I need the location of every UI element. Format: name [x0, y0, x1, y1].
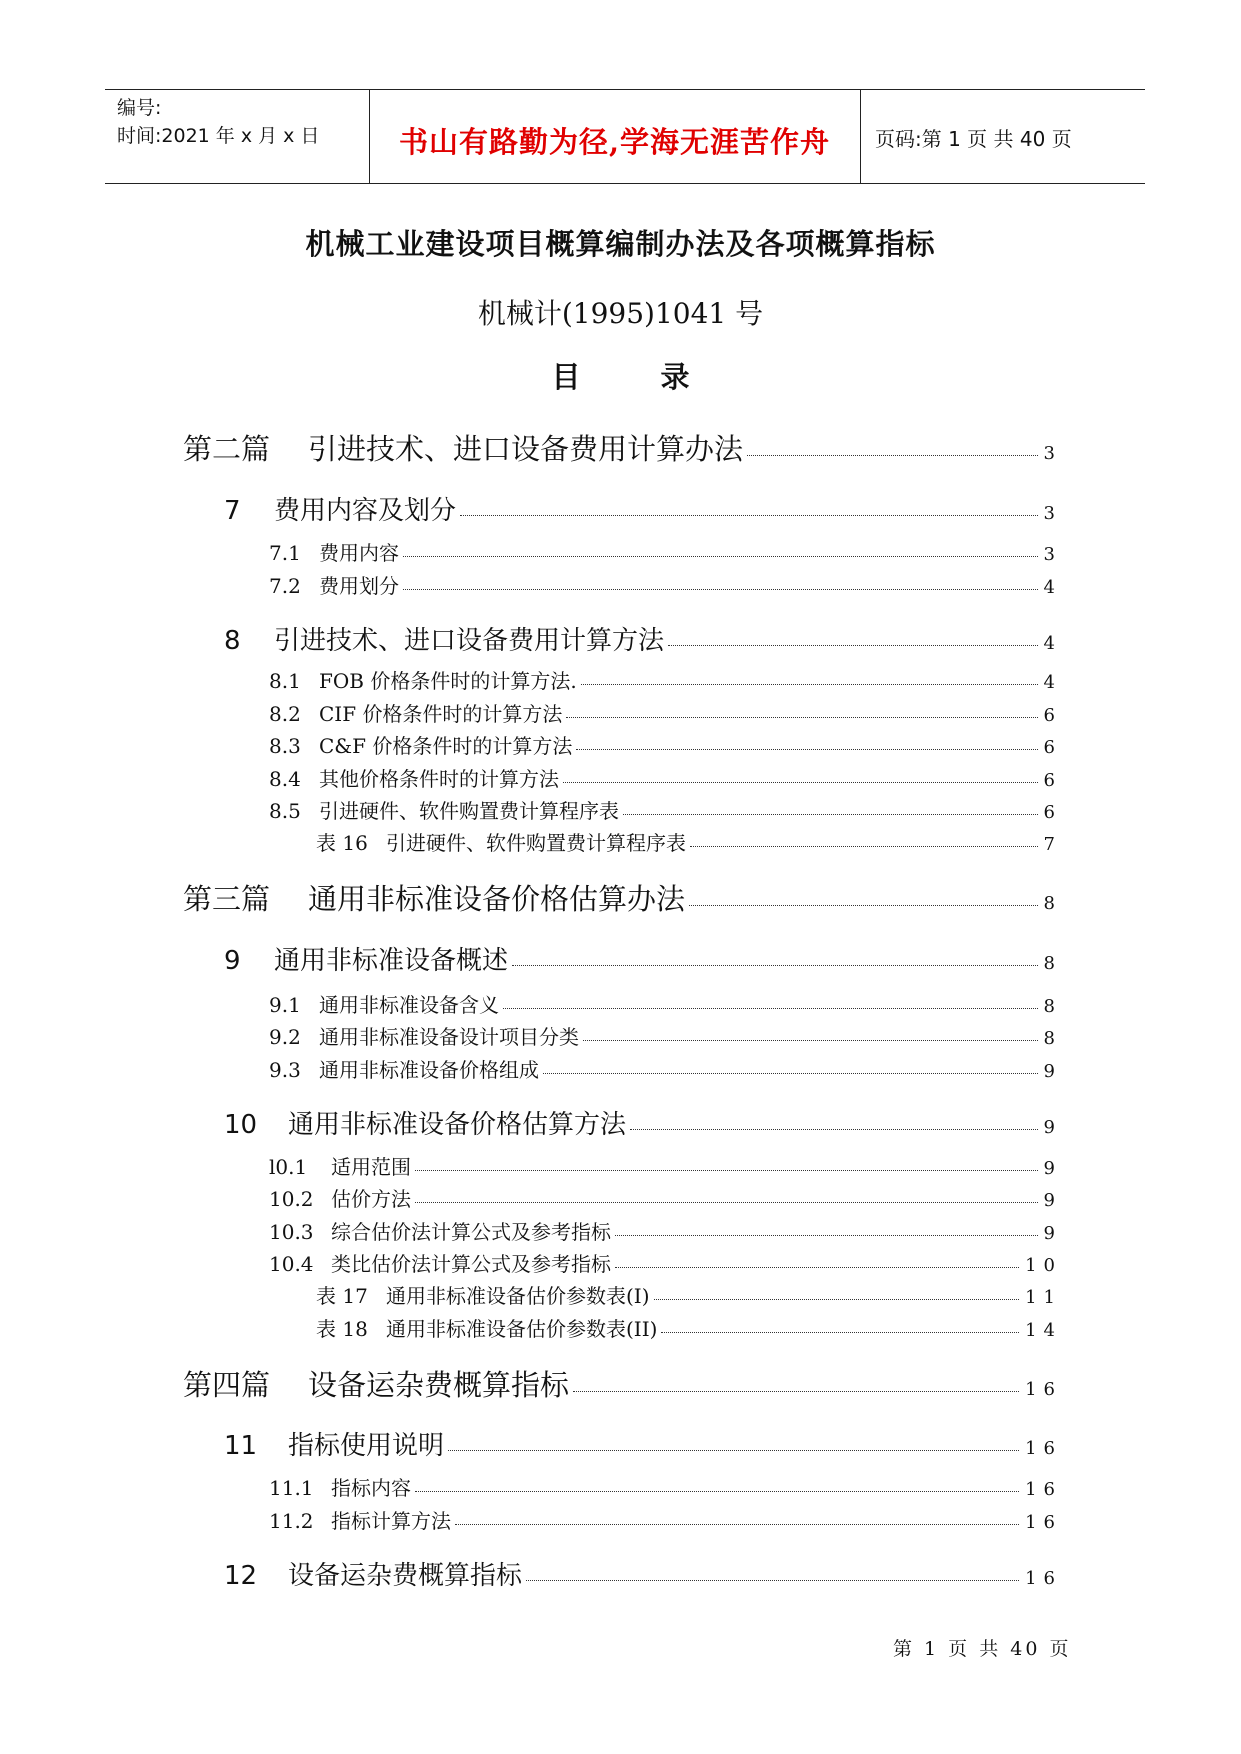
toc-entry-text: 指标内容: [331, 1476, 411, 1500]
toc-entry-page: 9: [1043, 1117, 1062, 1138]
toc-leader-dots: [448, 1449, 1019, 1451]
toc-entry-label: [269, 989, 499, 1018]
toc-entry-page: 9: [1043, 1061, 1062, 1082]
page-footer: 第 1 页 共 40 页: [893, 1638, 1072, 1660]
time-label: 时间:2021 年 x 月 x 日: [117, 125, 320, 147]
toc-entry-page: 6: [1043, 705, 1062, 726]
toc-entry-text: 费用划分: [319, 574, 399, 598]
toc-entry-number: 8.1: [269, 669, 301, 693]
toc-entry-page: 3: [1043, 544, 1062, 565]
toc-entry-number: 10.3: [269, 1220, 314, 1244]
toc-entry-number: 12: [224, 1561, 258, 1591]
toc-entry-page: 9: [1043, 1190, 1062, 1211]
toc-leader-dots: [630, 1128, 1038, 1130]
toc-entry-number: 8: [224, 626, 241, 656]
toc-leader-dots: [689, 904, 1038, 906]
toc-leader-dots: [415, 1490, 1019, 1492]
toc-entry[interactable]: [269, 537, 1062, 566]
toc-entry-page: 8: [1043, 953, 1062, 974]
toc-entry-page: 3: [1043, 443, 1062, 464]
toc-entry-text: 引进硬件、软件购置费计算程序表: [319, 799, 619, 823]
toc-entry-text: 引进硬件、软件购置费计算程序表: [386, 831, 686, 855]
toc-entry-page: 8: [1043, 1028, 1062, 1049]
toc-leader-dots: [615, 1266, 1019, 1268]
toc-entry-label: [269, 730, 572, 759]
toc-leader-dots: [566, 716, 1037, 718]
toc-entry-number: 9.2: [269, 1025, 301, 1049]
header-divider: [860, 90, 861, 183]
toc-entry-page: 16: [1025, 1568, 1062, 1589]
toc-entry-number: 8.3: [269, 734, 301, 758]
toc-leader-dots: [581, 683, 1038, 685]
toc-entry-number: 第四篇: [183, 1368, 271, 1402]
toc-entry-label: [224, 620, 664, 657]
toc-entry-number: 7: [224, 496, 241, 526]
toc-leader-dots: [563, 781, 1038, 783]
toc-entry-page: 4: [1043, 633, 1062, 654]
toc-entry-label: [224, 1425, 444, 1462]
toc-entry-number: 11.2: [269, 1509, 314, 1533]
toc-entry-text: 通用非标准设备含义: [319, 993, 499, 1017]
header-motto: 书山有路勤为径,学海无涯苦作舟: [398, 125, 831, 159]
toc-entry[interactable]: [316, 827, 1062, 856]
toc-entry-number: 10: [224, 1110, 258, 1140]
toc-entry-text: 引进技术、进口设备费用计算方法: [274, 626, 665, 656]
toc-leader-dots: [615, 1234, 1038, 1236]
toc-entry-label: [269, 1216, 611, 1245]
toc-entry-page: 16: [1025, 1438, 1062, 1459]
toc-leader-dots: [415, 1169, 1038, 1171]
header-page-label: 页码:第 1 页 共 40 页: [875, 127, 1072, 151]
toc-entry-text: 引进技术、进口设备费用计算办法: [308, 432, 744, 466]
toc-entry-text: 设备运杂费概算指标: [288, 1561, 523, 1591]
toc-entry-label: [224, 1555, 522, 1592]
toc-entry-label: [269, 665, 577, 694]
toc-entry-text: 费用内容及划分: [274, 496, 457, 526]
toc-leader-dots: [526, 1579, 1019, 1581]
toc-entry-label: [224, 1104, 626, 1141]
toc-entry-text: 综合估价法计算公式及参考指标: [331, 1220, 611, 1244]
toc-entry-number: 表 16: [316, 831, 368, 855]
toc-entry[interactable]: [269, 1505, 1062, 1534]
toc-entry-text: 费用内容: [319, 541, 399, 565]
toc-entry-number: 第三篇: [183, 882, 271, 916]
toc-entry-page: 3: [1043, 503, 1062, 524]
toc-entry-page: 8: [1043, 893, 1062, 914]
toc-entry-label: [269, 1248, 611, 1277]
toc-entry-text: 类比估价法计算公式及参考指标: [331, 1252, 611, 1276]
toc-entry-text: 通用非标准设备估价参数表(I): [386, 1284, 650, 1308]
toc-leader-dots: [690, 845, 1038, 847]
toc-entry-number: 第二篇: [183, 432, 271, 466]
toc-entry-number: 10.4: [269, 1252, 314, 1276]
toc-entry[interactable]: [183, 427, 1062, 468]
toc-leader-dots: [543, 1072, 1038, 1074]
toc-entry[interactable]: [269, 730, 1062, 759]
toc-entry-label: [269, 1054, 539, 1083]
toc-entry[interactable]: [224, 620, 1062, 657]
toc-entry-text: 通用非标准设备概述: [274, 946, 509, 976]
toc-entry-number: 表 17: [316, 1284, 368, 1308]
toc-entry-page: 14: [1025, 1320, 1062, 1341]
toc-entry[interactable]: [269, 570, 1062, 599]
toc-entry-number: 10.2: [269, 1187, 314, 1211]
toc-entry-text: C&F 价格条件时的计算方法: [319, 734, 573, 758]
document-title: 机械工业建设项目概算编制办法及各项概算指标: [305, 227, 936, 261]
toc-entry-label: [269, 1021, 579, 1050]
header-meta: [117, 94, 362, 150]
toc-entry-label: [183, 1363, 569, 1404]
toc-entry-number: 11: [224, 1431, 258, 1461]
toc-entry-number: 表 18: [316, 1317, 368, 1341]
toc-entry[interactable]: [224, 490, 1062, 527]
number-label: 编号:: [117, 97, 162, 119]
toc-entry-number: 8.5: [269, 799, 301, 823]
toc-entry-label: [224, 490, 456, 527]
toc-entry-text: 适用范围: [331, 1155, 411, 1179]
toc-entry-number: 9.1: [269, 993, 301, 1017]
toc-entry[interactable]: [269, 1021, 1062, 1050]
toc-entry[interactable]: [316, 1280, 1062, 1309]
toc-entry-text: 通用非标准设备价格组成: [319, 1058, 539, 1082]
toc-entry-page: 9: [1043, 1158, 1062, 1179]
toc-entry[interactable]: [269, 698, 1062, 727]
toc-leader-dots: [668, 644, 1038, 646]
toc-entry[interactable]: [224, 1425, 1062, 1462]
toc-entry[interactable]: [224, 940, 1062, 977]
toc-entry-label: [269, 1505, 451, 1534]
toc-entry-page: 8: [1043, 996, 1062, 1017]
toc-entry-label: [269, 1472, 411, 1501]
toc-entry[interactable]: [269, 665, 1062, 694]
toc-entry-label: [269, 570, 399, 599]
toc-entry[interactable]: [269, 1248, 1062, 1277]
toc-leader-dots: [403, 588, 1038, 590]
toc-entry-label: [224, 940, 508, 977]
toc-entry-number: 9: [224, 946, 241, 976]
toc-entry-text: 设备运杂费概算指标: [308, 1368, 570, 1402]
toc-entry[interactable]: [269, 1472, 1062, 1501]
toc-entry-label: [269, 537, 399, 566]
toc-leader-dots: [415, 1201, 1038, 1203]
toc-entry[interactable]: [269, 989, 1062, 1018]
toc-leader-dots: [661, 1331, 1019, 1333]
toc-entry[interactable]: [269, 795, 1062, 824]
toc-leader-dots: [460, 514, 1038, 516]
toc-entry-label: [316, 1313, 657, 1342]
toc-entry-number: l0.1: [269, 1155, 308, 1179]
toc-entry-label: [316, 1280, 650, 1309]
toc-leader-dots: [503, 1007, 1038, 1009]
toc-entry-label: [269, 1183, 411, 1212]
toc-entry-page: 16: [1025, 1379, 1062, 1400]
toc-entry-text: 通用非标准设备价格估算方法: [288, 1110, 627, 1140]
toc-entry-page: 16: [1025, 1512, 1062, 1533]
toc-entry-text: 估价方法: [331, 1187, 411, 1211]
toc-entry[interactable]: [224, 1555, 1062, 1592]
toc-entry-number: 8.2: [269, 702, 301, 726]
toc-heading: [0, 355, 1241, 396]
toc-entry[interactable]: [183, 1363, 1062, 1404]
toc-heading-right: 录: [660, 360, 690, 394]
toc-entry[interactable]: [224, 1104, 1062, 1141]
toc-entry[interactable]: [316, 1313, 1062, 1342]
toc-entry-number: 7.1: [269, 541, 301, 565]
toc-entry-page: 9: [1043, 1223, 1062, 1244]
toc-leader-dots: [747, 454, 1038, 456]
toc-entry-text: 指标使用说明: [288, 1431, 445, 1461]
toc-leader-dots: [573, 1390, 1019, 1392]
toc-entry-text: FOB 价格条件时的计算方法.: [319, 669, 577, 693]
toc-leader-dots: [403, 555, 1038, 557]
toc-entry-text: CIF 价格条件时的计算方法: [319, 702, 563, 726]
toc-entry-label: [269, 763, 559, 792]
toc-entry-page: 7: [1043, 834, 1062, 855]
toc-entry-number: 9.3: [269, 1058, 301, 1082]
toc-entry-page: 6: [1043, 770, 1062, 791]
toc-entry-text: 通用非标准设备价格估算办法: [308, 882, 686, 916]
toc-leader-dots: [583, 1039, 1038, 1041]
toc-entry[interactable]: [183, 877, 1062, 918]
toc-entry-page: 6: [1043, 737, 1062, 758]
toc-leader-dots: [512, 964, 1038, 966]
toc-entry-page: 4: [1043, 577, 1062, 598]
toc-entry[interactable]: [269, 1054, 1062, 1083]
toc-entry-text: 通用非标准设备设计项目分类: [319, 1025, 579, 1049]
toc-entry-page: 6: [1043, 802, 1062, 823]
toc-entry-text: 其他价格条件时的计算方法: [319, 767, 559, 791]
toc-entry-label: [269, 698, 562, 727]
toc-entry-page: 11: [1025, 1287, 1062, 1308]
toc-entry-label: [316, 827, 686, 856]
toc-entry-label: [269, 1151, 411, 1180]
toc-entry[interactable]: [269, 1216, 1062, 1245]
toc-entry-label: [183, 427, 743, 468]
toc-entry-page: 16: [1025, 1479, 1062, 1500]
toc-entry-number: 8.4: [269, 767, 301, 791]
toc-entry[interactable]: [269, 1183, 1062, 1212]
toc-entry-page: 10: [1025, 1255, 1062, 1276]
toc-leader-dots: [654, 1298, 1020, 1300]
toc-entry-page: 4: [1043, 672, 1062, 693]
toc-entry[interactable]: [269, 763, 1062, 792]
toc-entry-number: 7.2: [269, 574, 301, 598]
toc-leader-dots: [455, 1523, 1019, 1525]
page-header: [105, 89, 1145, 184]
toc-entry-label: [183, 877, 685, 918]
toc-entry-number: 11.1: [269, 1476, 314, 1500]
toc-entry-label: [269, 795, 619, 824]
toc-entry-text: 指标计算方法: [331, 1509, 451, 1533]
toc-entry[interactable]: [269, 1151, 1062, 1180]
toc-heading-left: 目: [551, 360, 581, 394]
toc-leader-dots: [576, 748, 1037, 750]
toc-leader-dots: [623, 813, 1038, 815]
toc-entry-text: 通用非标准设备估价参数表(II): [386, 1317, 658, 1341]
document-subtitle: 机械计(1995)1041 号: [477, 297, 764, 330]
